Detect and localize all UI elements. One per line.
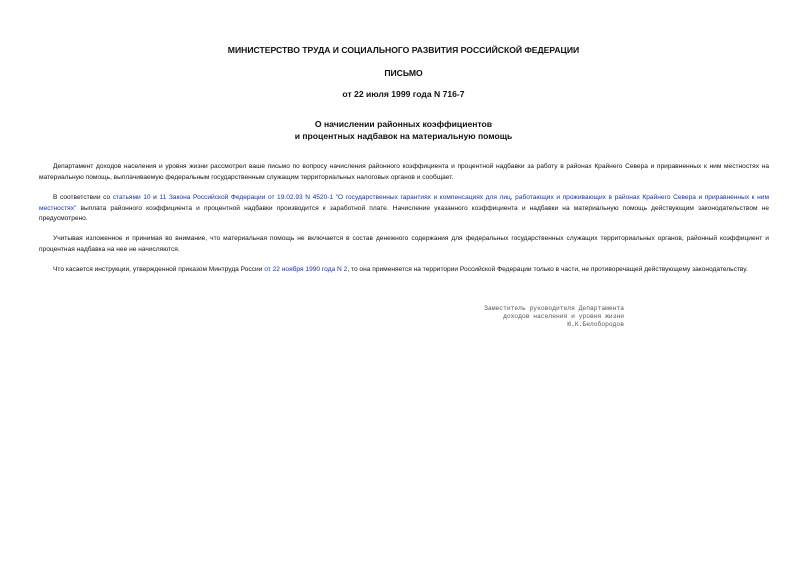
paragraph-2-text-c: выплата районного коэффициента и процентной надбавки производится к заработной плате. Начисление указанного коэффициента и надбавки на материальную помощь действующим законодательством не предусмотрено. (39, 204, 769, 222)
link-article-10[interactable]: статьями 10 (112, 194, 151, 201)
paragraph-3: Учитывая изложенное и принимая во внимание, что материальная помощь не включается в состав денежного содержания для федеральных государственных служащих территориальных органов, районный коэффициент и процентная надбавка на нее не начисляются. (39, 235, 769, 253)
paragraph-2-text-a: В соответствии со (53, 194, 113, 201)
paragraph-4 (39, 265, 769, 276)
signature-block (448, 305, 624, 330)
document-subject (0, 119, 807, 142)
paragraph-2-text-b: и (150, 194, 160, 201)
signature-name: Ю.К.Белобородов (567, 321, 624, 329)
subject-line-1: О начислении районных коэффициентов (314, 119, 493, 129)
paragraph-1: Департамент доходов населения и уровня жизни рассмотрел ваше письмо по вопросу начисления районного коэффициента и процентной надбавки за работу в районах Крайнего Севера и приравненных к ним местностях на материальную помощь, выплачиваемую федеральным государственным служащим территориальных налоговых органов и сообщает. (39, 163, 769, 181)
paragraph-4-text-b: , то она применяется на территории Российской Федерации только в части, не противоречащей действующему законодательству. (347, 266, 748, 273)
link-law-4520-1[interactable]: 11 Закона Российской Федерации от 19.02.93 N 4520-1 "О государственных гарантиях и компенсациях для лиц, работающих и проживающих в районах Крайнего Севера и приравненных к ним местностях" (39, 194, 769, 212)
paragraph-2 (39, 193, 769, 225)
signature-line-2: доходов населения и уровня жизни (503, 313, 624, 321)
ministry-title: МИНИСТЕРСТВО ТРУДА И СОЦИАЛЬНОГО РАЗВИТИЯ РОССИЙСКОЙ ФЕДЕРАЦИИ (227, 45, 580, 55)
paragraph-4-text-a: Что касается инструкции, утвержденной приказом Минтруда России (53, 266, 265, 273)
signature-line-1: Заместитель руководителя Департамента (484, 305, 624, 312)
subject-line-2: и процентных надбавок на материальную помощь (294, 130, 513, 141)
link-order-22-11-1990[interactable]: от 22 ноября 1990 года N 2 (264, 266, 348, 273)
document-date: от 22 июля 1999 года N 716-7 (342, 89, 465, 99)
document-type: ПИСЬМО (384, 68, 423, 78)
